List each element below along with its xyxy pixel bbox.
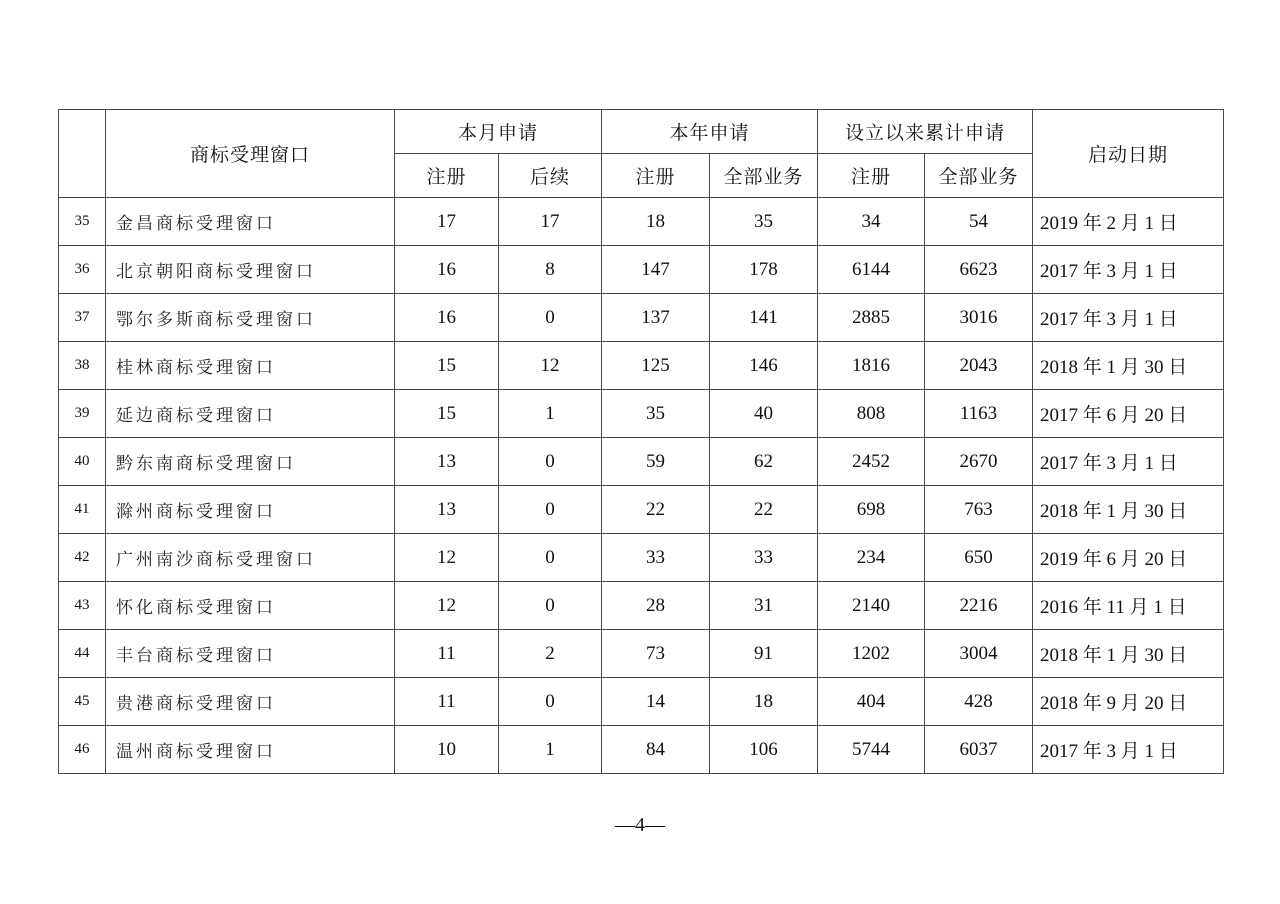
- cumulative-register-cell: 6144: [818, 246, 925, 294]
- table-row: [59, 486, 1224, 534]
- start-date-cell: 2019 年 6 月 20 日: [1033, 534, 1224, 582]
- cumulative-register-cell: 34: [818, 198, 925, 246]
- year-all-business-cell: 141: [710, 294, 818, 342]
- row-index: 41: [59, 486, 106, 534]
- table-row: [59, 438, 1224, 486]
- row-index: 35: [59, 198, 106, 246]
- row-index: 39: [59, 390, 106, 438]
- window-name-cell: 温州商标受理窗口: [106, 726, 395, 774]
- cumulative-all-business-cell: 54: [925, 198, 1033, 246]
- trademark-window-statistics-table: [58, 109, 1224, 774]
- window-name-cell: 鄂尔多斯商标受理窗口: [106, 294, 395, 342]
- header-year-register: 注册: [602, 154, 710, 198]
- year-register-cell: 125: [602, 342, 710, 390]
- table-body: [59, 198, 1224, 774]
- month-register-cell: 13: [395, 486, 499, 534]
- year-register-cell: 73: [602, 630, 710, 678]
- cumulative-register-cell: 234: [818, 534, 925, 582]
- row-index: 42: [59, 534, 106, 582]
- month-register-cell: 15: [395, 390, 499, 438]
- cumulative-all-business-cell: 2670: [925, 438, 1033, 486]
- header-year-all-business: 全部业务: [710, 154, 818, 198]
- year-all-business-cell: 31: [710, 582, 818, 630]
- month-followup-cell: 0: [499, 438, 602, 486]
- header-month-register: 注册: [395, 154, 499, 198]
- month-followup-cell: 12: [499, 342, 602, 390]
- window-name-cell: 北京朝阳商标受理窗口: [106, 246, 395, 294]
- start-date-cell: 2017 年 3 月 1 日: [1033, 726, 1224, 774]
- cumulative-all-business-cell: 763: [925, 486, 1033, 534]
- year-all-business-cell: 40: [710, 390, 818, 438]
- year-register-cell: 59: [602, 438, 710, 486]
- month-followup-cell: 17: [499, 198, 602, 246]
- window-name-cell: 黔东南商标受理窗口: [106, 438, 395, 486]
- cumulative-all-business-cell: 2043: [925, 342, 1033, 390]
- table-row: [59, 342, 1224, 390]
- start-date-cell: 2017 年 3 月 1 日: [1033, 246, 1224, 294]
- row-index: 36: [59, 246, 106, 294]
- header-start-date: 启动日期: [1033, 110, 1224, 198]
- window-name-cell: 丰台商标受理窗口: [106, 630, 395, 678]
- month-followup-cell: 0: [499, 534, 602, 582]
- month-register-cell: 16: [395, 246, 499, 294]
- window-name-cell: 贵港商标受理窗口: [106, 678, 395, 726]
- month-followup-cell: 0: [499, 294, 602, 342]
- start-date-cell: 2018 年 1 月 30 日: [1033, 486, 1224, 534]
- row-index: 38: [59, 342, 106, 390]
- month-followup-cell: 1: [499, 726, 602, 774]
- year-all-business-cell: 106: [710, 726, 818, 774]
- row-index: 43: [59, 582, 106, 630]
- header-cumulative-register: 注册: [818, 154, 925, 198]
- header-index-blank: [59, 110, 106, 198]
- cumulative-register-cell: 808: [818, 390, 925, 438]
- month-register-cell: 11: [395, 630, 499, 678]
- table-row: [59, 390, 1224, 438]
- year-register-cell: 14: [602, 678, 710, 726]
- window-name-cell: 桂林商标受理窗口: [106, 342, 395, 390]
- cumulative-all-business-cell: 1163: [925, 390, 1033, 438]
- header-year-apply: 本年申请: [602, 110, 818, 154]
- year-all-business-cell: 178: [710, 246, 818, 294]
- cumulative-all-business-cell: 6037: [925, 726, 1033, 774]
- row-index: 44: [59, 630, 106, 678]
- month-register-cell: 12: [395, 582, 499, 630]
- start-date-cell: 2018 年 9 月 20 日: [1033, 678, 1224, 726]
- month-followup-cell: 1: [499, 390, 602, 438]
- table-row: [59, 726, 1224, 774]
- header-row-1: [59, 110, 1224, 154]
- start-date-cell: 2019 年 2 月 1 日: [1033, 198, 1224, 246]
- start-date-cell: 2018 年 1 月 30 日: [1033, 342, 1224, 390]
- cumulative-register-cell: 2140: [818, 582, 925, 630]
- year-register-cell: 18: [602, 198, 710, 246]
- table-row: [59, 246, 1224, 294]
- window-name-cell: 金昌商标受理窗口: [106, 198, 395, 246]
- cumulative-register-cell: 2452: [818, 438, 925, 486]
- year-all-business-cell: 33: [710, 534, 818, 582]
- year-all-business-cell: 22: [710, 486, 818, 534]
- table-row: [59, 198, 1224, 246]
- year-register-cell: 35: [602, 390, 710, 438]
- start-date-cell: 2016 年 11 月 1 日: [1033, 582, 1224, 630]
- year-all-business-cell: 62: [710, 438, 818, 486]
- month-followup-cell: 0: [499, 678, 602, 726]
- table-row: [59, 678, 1224, 726]
- month-register-cell: 10: [395, 726, 499, 774]
- month-register-cell: 16: [395, 294, 499, 342]
- header-month-followup: 后续: [499, 154, 602, 198]
- year-register-cell: 84: [602, 726, 710, 774]
- month-register-cell: 12: [395, 534, 499, 582]
- table-row: [59, 294, 1224, 342]
- header-cumulative-all-business: 全部业务: [925, 154, 1033, 198]
- year-register-cell: 147: [602, 246, 710, 294]
- start-date-cell: 2018 年 1 月 30 日: [1033, 630, 1224, 678]
- month-register-cell: 15: [395, 342, 499, 390]
- window-name-cell: 怀化商标受理窗口: [106, 582, 395, 630]
- page-number: —4—: [615, 814, 665, 836]
- cumulative-all-business-cell: 428: [925, 678, 1033, 726]
- header-cumulative-apply: 设立以来累计申请: [818, 110, 1033, 154]
- year-all-business-cell: 18: [710, 678, 818, 726]
- cumulative-all-business-cell: 3004: [925, 630, 1033, 678]
- start-date-cell: 2017 年 6 月 20 日: [1033, 390, 1224, 438]
- month-followup-cell: 8: [499, 246, 602, 294]
- year-register-cell: 33: [602, 534, 710, 582]
- cumulative-register-cell: 1202: [818, 630, 925, 678]
- statistics-table-container: [58, 109, 1223, 774]
- year-all-business-cell: 91: [710, 630, 818, 678]
- header-month-apply: 本月申请: [395, 110, 602, 154]
- row-index: 37: [59, 294, 106, 342]
- window-name-cell: 广州南沙商标受理窗口: [106, 534, 395, 582]
- month-followup-cell: 0: [499, 486, 602, 534]
- cumulative-register-cell: 5744: [818, 726, 925, 774]
- table-header: [59, 110, 1224, 198]
- start-date-cell: 2017 年 3 月 1 日: [1033, 438, 1224, 486]
- table-row: [59, 534, 1224, 582]
- year-register-cell: 137: [602, 294, 710, 342]
- year-all-business-cell: 35: [710, 198, 818, 246]
- cumulative-register-cell: 698: [818, 486, 925, 534]
- year-register-cell: 22: [602, 486, 710, 534]
- row-index: 46: [59, 726, 106, 774]
- window-name-cell: 滁州商标受理窗口: [106, 486, 395, 534]
- table-row: [59, 630, 1224, 678]
- cumulative-register-cell: 2885: [818, 294, 925, 342]
- cumulative-all-business-cell: 6623: [925, 246, 1033, 294]
- month-followup-cell: 0: [499, 582, 602, 630]
- cumulative-register-cell: 404: [818, 678, 925, 726]
- year-register-cell: 28: [602, 582, 710, 630]
- cumulative-register-cell: 1816: [818, 342, 925, 390]
- header-window-name: 商标受理窗口: [106, 110, 395, 198]
- table-row: [59, 582, 1224, 630]
- cumulative-all-business-cell: 650: [925, 534, 1033, 582]
- year-all-business-cell: 146: [710, 342, 818, 390]
- row-index: 40: [59, 438, 106, 486]
- cumulative-all-business-cell: 2216: [925, 582, 1033, 630]
- window-name-cell: 延边商标受理窗口: [106, 390, 395, 438]
- month-register-cell: 17: [395, 198, 499, 246]
- month-register-cell: 11: [395, 678, 499, 726]
- start-date-cell: 2017 年 3 月 1 日: [1033, 294, 1224, 342]
- row-index: 45: [59, 678, 106, 726]
- month-followup-cell: 2: [499, 630, 602, 678]
- month-register-cell: 13: [395, 438, 499, 486]
- cumulative-all-business-cell: 3016: [925, 294, 1033, 342]
